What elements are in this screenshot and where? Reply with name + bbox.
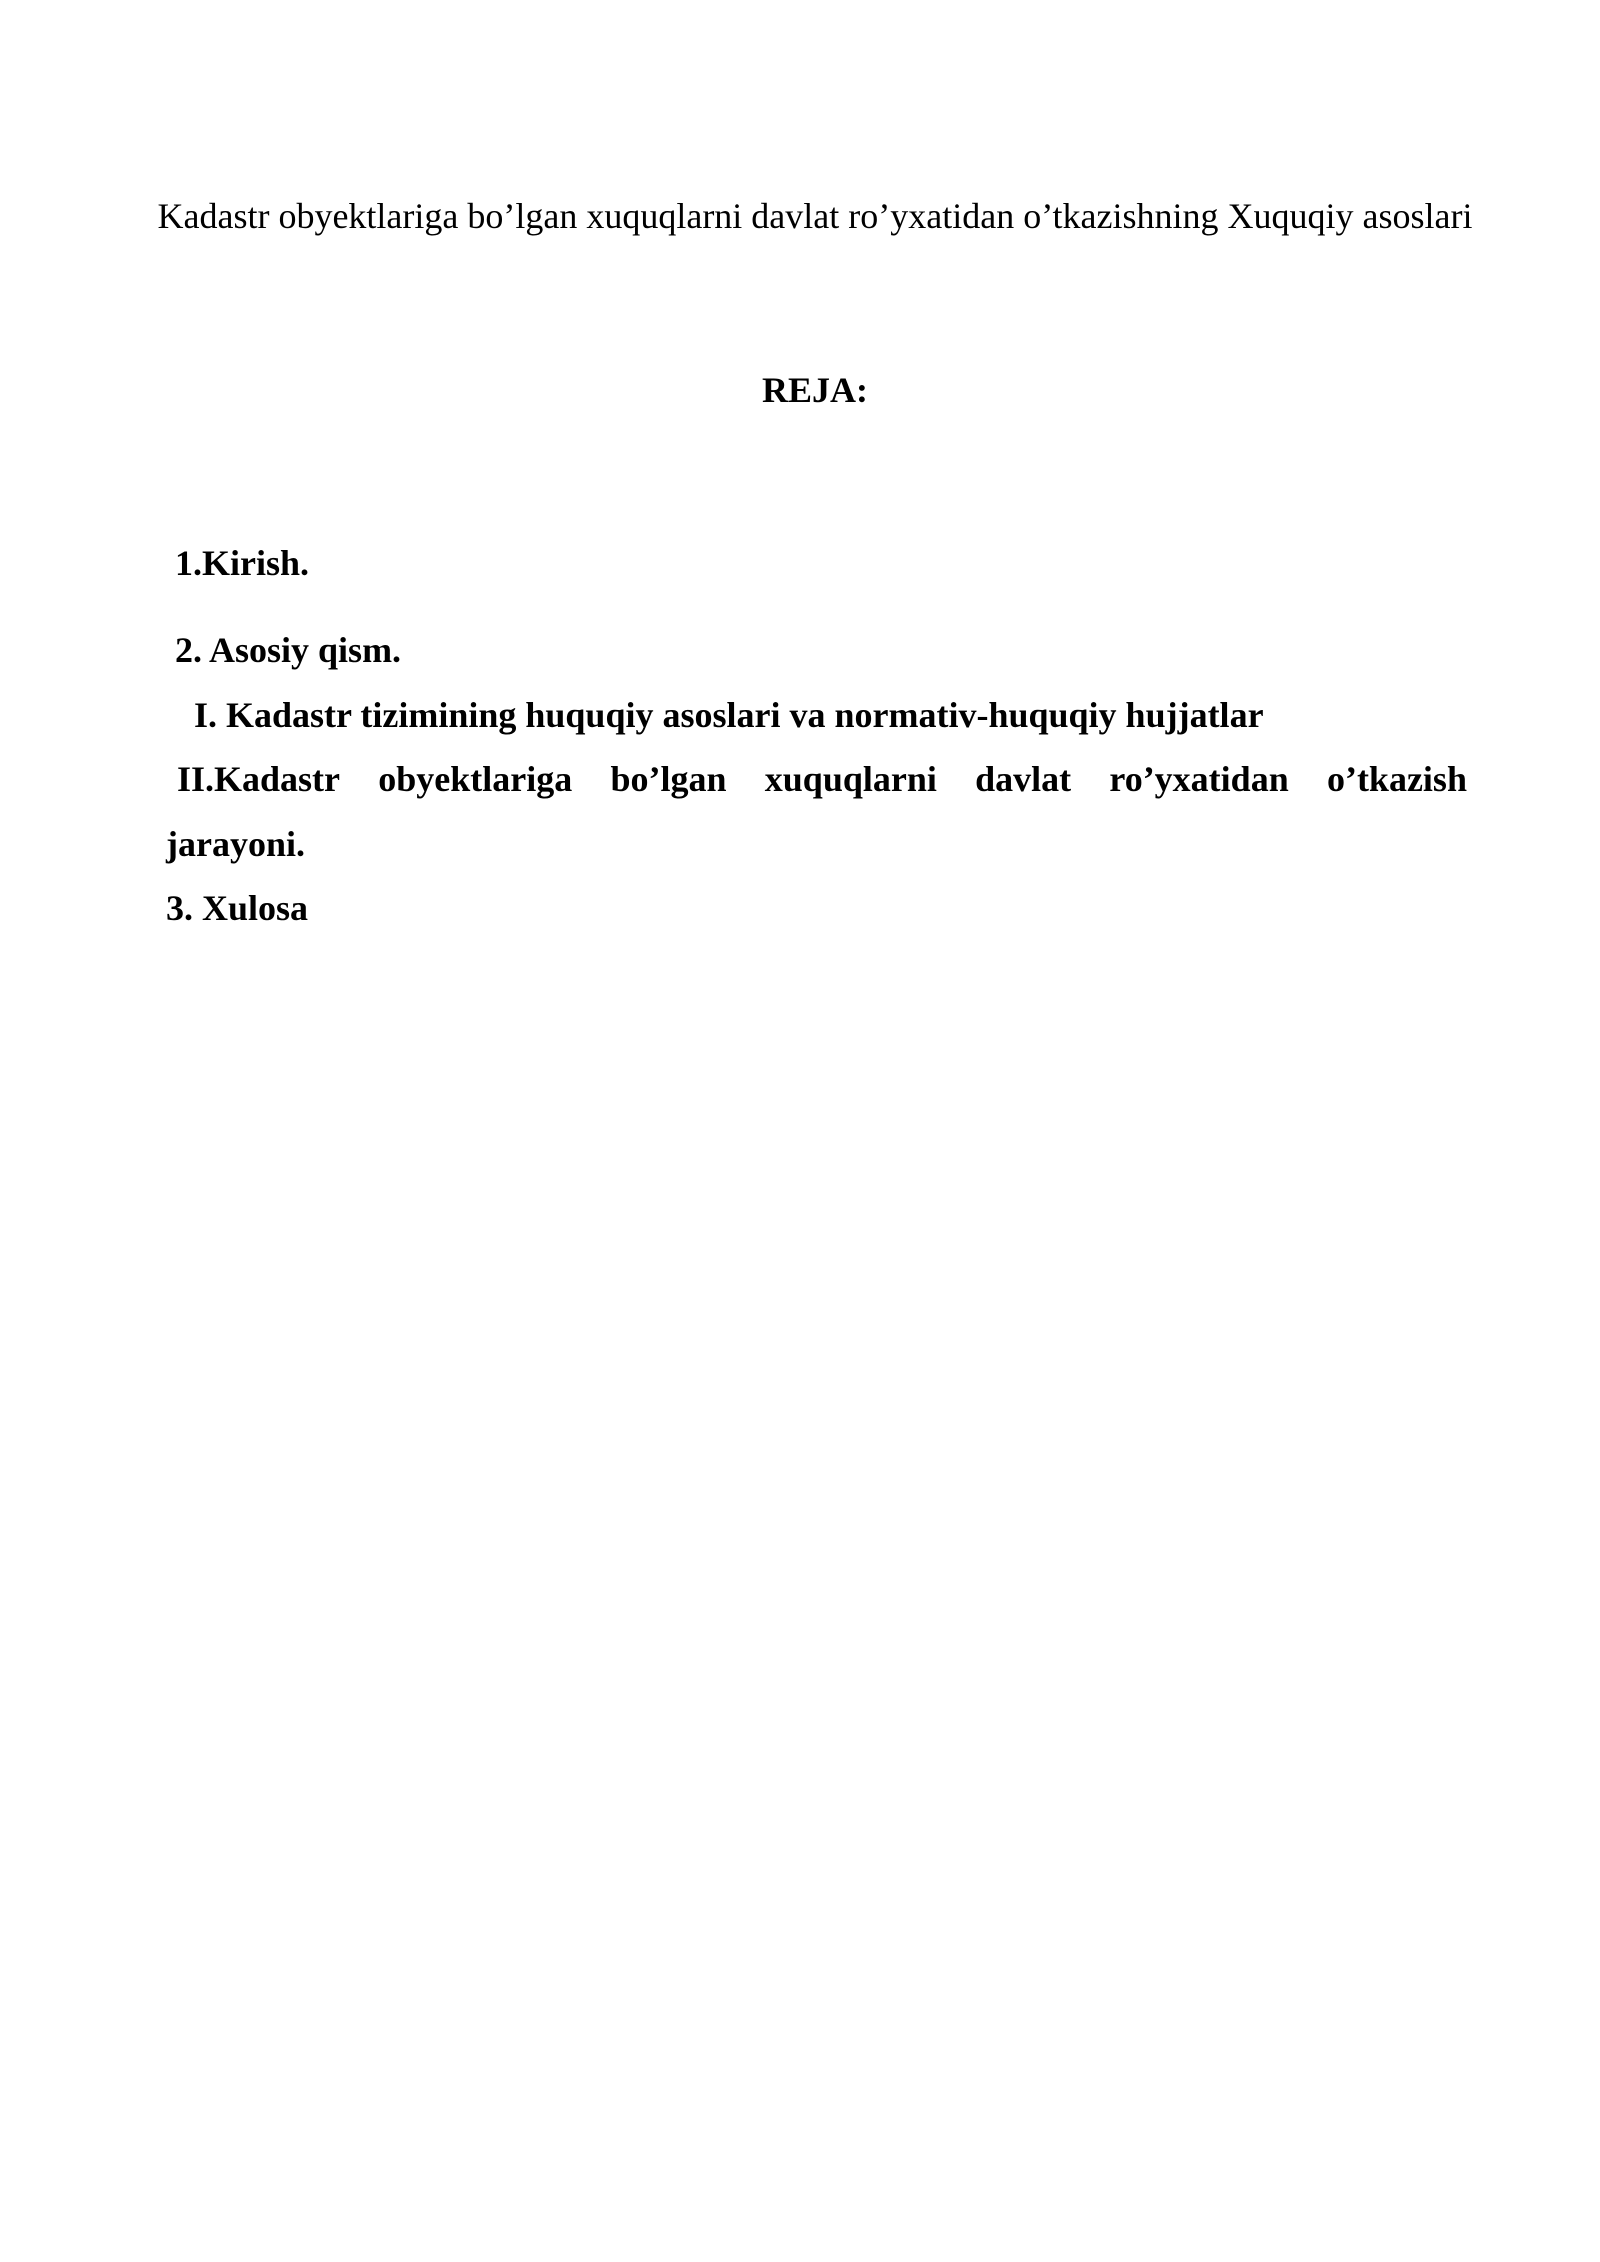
plan-subitem-registration-process bbox=[177, 757, 1467, 801]
plan-subitem-word: o’tkazish bbox=[1326, 759, 1467, 799]
plan-subitem-word: II.Kadastr bbox=[177, 759, 341, 799]
plan-heading: REJA: bbox=[762, 370, 868, 410]
plan-item-introduction: 1.Kirish. bbox=[175, 543, 310, 583]
plan-subitem-word: davlat bbox=[975, 759, 1072, 799]
plan-subitem-legal-basis: I. Kadastr tizimining huquqiy asoslari va normativ-huquqiy hujjatlar bbox=[194, 695, 1264, 735]
plan-subitem-registration-process-continuation: jarayoni. bbox=[166, 824, 305, 864]
plan-subitem-word: xuquqlarni bbox=[764, 759, 937, 799]
plan-subitem-word: obyektlariga bbox=[378, 759, 573, 799]
plan-item-conclusion: 3. Xulosa bbox=[166, 888, 309, 928]
document-title: Kadastr obyektlariga bo’lgan xuquqlarni davlat ro’yxatidan o’tkazishning Xuquqiy asoslari bbox=[157, 196, 1473, 236]
plan-subitem-word: ro’yxatidan bbox=[1109, 759, 1289, 799]
plan-item-main-part: 2. Asosiy qism. bbox=[175, 630, 402, 670]
plan-subitem-word: bo’lgan bbox=[610, 759, 727, 799]
